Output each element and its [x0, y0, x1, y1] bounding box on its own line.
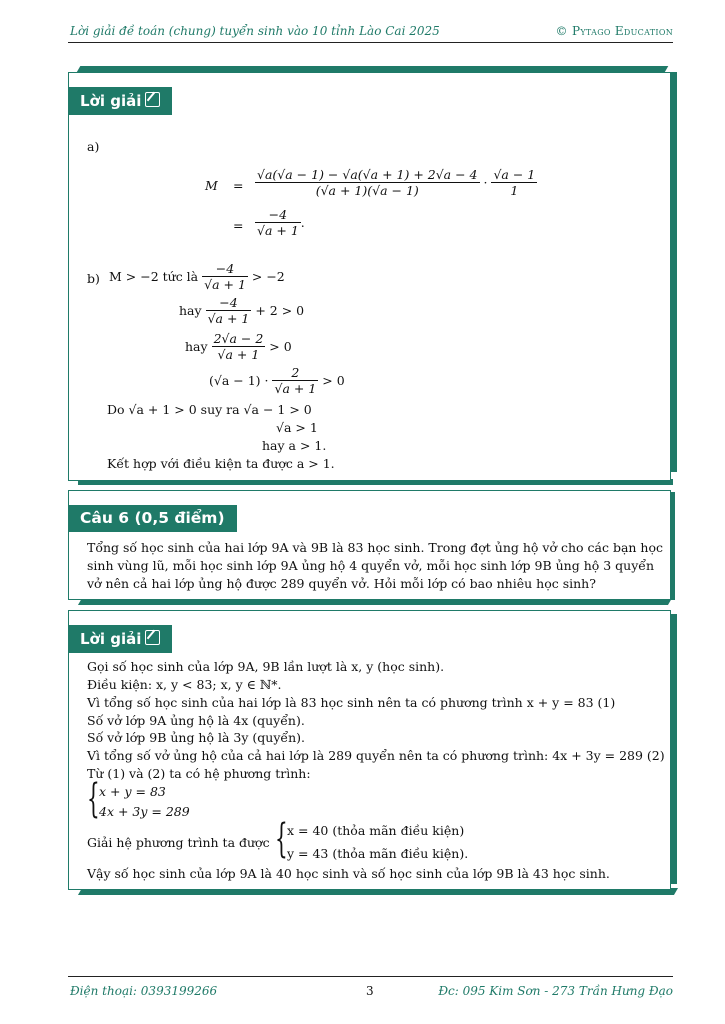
q6-line-3: vở nên cả hai lớp ủng hộ được 289 quyển vở. Hỏi mỗi lớp có bao nhiêu học sinh? [87, 576, 596, 591]
header-rule [68, 42, 673, 43]
result-1: x = 40 (thỏa mãn điều kiện) [287, 823, 465, 838]
eq1-rhs: $\frac{√a(√a - 1) - √a(√a + 1) + 2√a - 4}{(√a + 1)(√a - 1)}$ · $\frac{√a - 1}{1}$ [257, 167, 536, 198]
part-b-label: b) [87, 271, 100, 286]
s2-line-6: Vì tổng số vở ủng hộ của cả hai lớp là 289 quyển nên ta có phương trình: 4x + 3y = 289 (2) [87, 748, 665, 763]
q6-line-1: Tổng số học sinh của hai lớp 9A và 9B là 83 học sinh. Trong đợt ủng hộ vở cho các bạn học [87, 540, 664, 555]
result-2: y = 43 (thỏa mãn điều kiện). [287, 846, 469, 861]
eq1-fraction-2: $\frac{√a - 1}{1}$ [493, 167, 536, 198]
s2-line-7: Từ (1) và (2) ta có hệ phương trình: [87, 766, 311, 781]
eq2-rhs: $\frac{-4}{√a + 1}$ . [257, 207, 305, 238]
system-eq-2: 4x + 3y = 289 [99, 804, 190, 819]
b-line-8: Kết hợp với điều kiện ta được a > 1. [107, 456, 335, 471]
s2-line-3: Vì tổng số học sinh của hai lớp là 83 học sinh nên ta có phương trình x + y = 83 (1) [87, 695, 616, 710]
conclusion: Vậy số học sinh của lớp 9A là 40 học sinh và số học sinh của lớp 9B là 43 học sinh. [87, 866, 610, 881]
edit-icon [145, 92, 160, 107]
footer-phone: Điện thoại: 0393199266 [70, 984, 218, 998]
page-number: 3 [366, 984, 374, 998]
eq1-lhs: M [205, 178, 218, 193]
solution-box-2 [68, 610, 671, 890]
result-brace: { [275, 816, 288, 862]
solution-tag-label: Lời giải [80, 92, 142, 110]
solution-tag-label: Lời giải [80, 630, 142, 648]
s2-line-1: Gọi số học sinh của lớp 9A, 9B lần lượt là x, y (học sinh). [87, 659, 445, 674]
header-title: Lời giải đề toán (chung) tuyển sinh vào 10 tỉnh Lào Cai 2025 [70, 24, 440, 38]
s2-line-5: Số vở lớp 9B ủng hộ là 3y (quyển). [87, 730, 305, 745]
b-line-2: hay $\frac{-4}{√a + 1}$ + 2 > 0 [179, 295, 305, 326]
eq2-fraction: $\frac{-4}{√a + 1}$ [257, 207, 299, 238]
footer-rule [68, 976, 673, 977]
b-line-5: Do √a + 1 > 0 suy ra √a − 1 > 0 [107, 402, 312, 417]
solution-box-1 [68, 72, 671, 481]
edit-icon [145, 630, 160, 645]
solution-tag-2 [68, 625, 172, 653]
solution-tag-1 [68, 87, 172, 115]
question-6-box [68, 490, 671, 600]
system-brace: { [87, 776, 100, 822]
page-header [70, 24, 673, 42]
b-line-1: M > −2 tức là $\frac{-4}{√a + 1}$ > −2 [109, 261, 285, 292]
eq2-equals: = [233, 218, 244, 233]
part-a-label: a) [87, 139, 100, 154]
q6-line-2: sinh vùng lũ, mỗi học sinh lớp 9A ủng hộ 4 quyển vở, mỗi học sinh lớp 9B ủng hộ 3 quyển [87, 558, 655, 573]
question-6-tag: Câu 6 (0,5 điểm) [68, 505, 237, 532]
s2-line-2: Điều kiện: x, y < 83; x, y ∈ ℕ*. [87, 677, 282, 692]
system-eq-1: x + y = 83 [99, 784, 166, 799]
solve-line: Giải hệ phương trình ta được [87, 835, 270, 850]
eq1-fraction: $\frac{√a(√a - 1) - √a(√a + 1) + 2√a - 4}{(√a + 1)(√a - 1)}$ [257, 167, 478, 198]
b-line-4: (√a − 1) · $\frac{2}{√a + 1}$ > 0 [209, 365, 345, 396]
eq1-equals: = [233, 178, 244, 193]
b-line-7: hay a > 1. [262, 438, 327, 453]
header-brand: © Pytago Education [555, 24, 673, 38]
footer-address: Đc: 095 Kim Sơn - 273 Trần Hưng Đạo [438, 984, 673, 998]
s2-line-4: Số vở lớp 9A ủng hộ là 4x (quyển). [87, 713, 305, 728]
b-line-6: √a > 1 [276, 420, 318, 435]
b-line-3: hay $\frac{2√a - 2}{√a + 1}$ > 0 [185, 331, 292, 362]
